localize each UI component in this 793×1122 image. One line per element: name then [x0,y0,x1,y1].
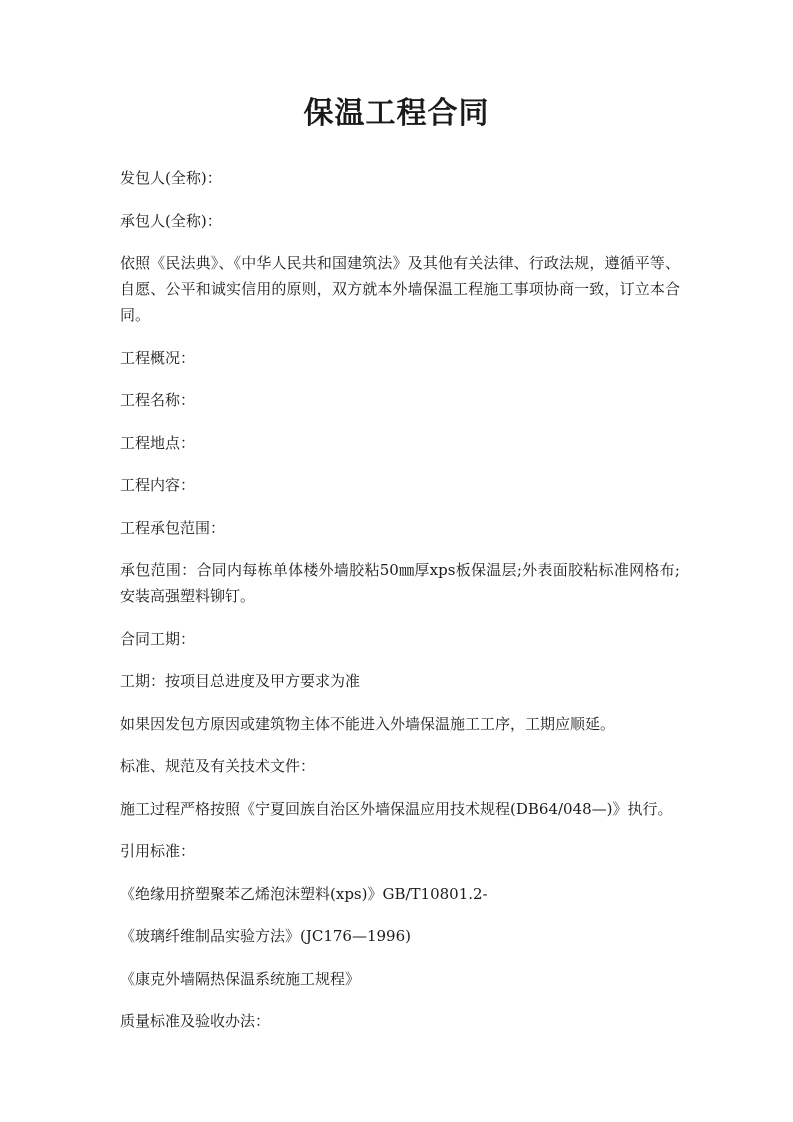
paragraph-project-location: 工程地点： [120,433,196,452]
paragraph-project-name: 工程名称： [120,391,196,409]
paragraph-preamble: 依照《民法典》、《中华人民共和国建筑法》及其他有关法律、行政法规，遵循平等、自愿、公平和诚实信用的原则，双方就本外墙保温工程施工事项协商一致，订立本合同。 [120,254,680,324]
paragraph-standard-xps: 《绝缘用挤塑聚苯乙烯泡沫塑料(xps)》GB/T10801.2- [120,884,488,903]
paragraph-construction-standard: 施工过程严格按照《宁夏回族自治区外墙保温应用技术规程(DB64/048—)》执行。 [120,799,673,818]
paragraph-project-overview: 工程概况： [120,348,196,367]
document-title: 保温工程合同 [303,96,490,131]
paragraph-period: 工期：按项目总进度及甲方要求为准 [120,672,361,690]
paragraph-standard-glass-fiber: 《玻璃纤维制品实验方法》(JC176—1996) [120,927,411,945]
paragraph-quality-acceptance-heading: 质量标准及验收办法： [120,1012,271,1030]
paragraph-contract-period-heading: 合同工期： [120,629,196,648]
paragraph-project-content: 工程内容： [120,476,196,494]
paragraph-standard-kangke: 《康克外墙隔热保温系统施工规程》 [120,969,361,988]
paragraph-contract-scope: 承包范围：合同内每栋单体楼外墙胶粘50㎜厚xps板保温层;外表面胶粘标准网格布;安装高强塑料铆钉。 [120,561,680,605]
paragraph-employer: 发包人(全称)： [120,169,222,187]
paragraph-contract-scope-heading: 工程承包范围： [120,518,226,537]
paragraph-contractor: 承包人(全称)： [120,211,222,230]
document-body [120,165,680,1051]
paragraph-period-extension: 如果因发包方原因或建筑物主体不能进入外墙保温施工工序，工期应顺延。 [120,714,616,733]
paragraph-referenced-standards-heading: 引用标准： [120,842,196,860]
paragraph-standards-heading: 标准、规范及有关技术文件： [120,757,316,775]
